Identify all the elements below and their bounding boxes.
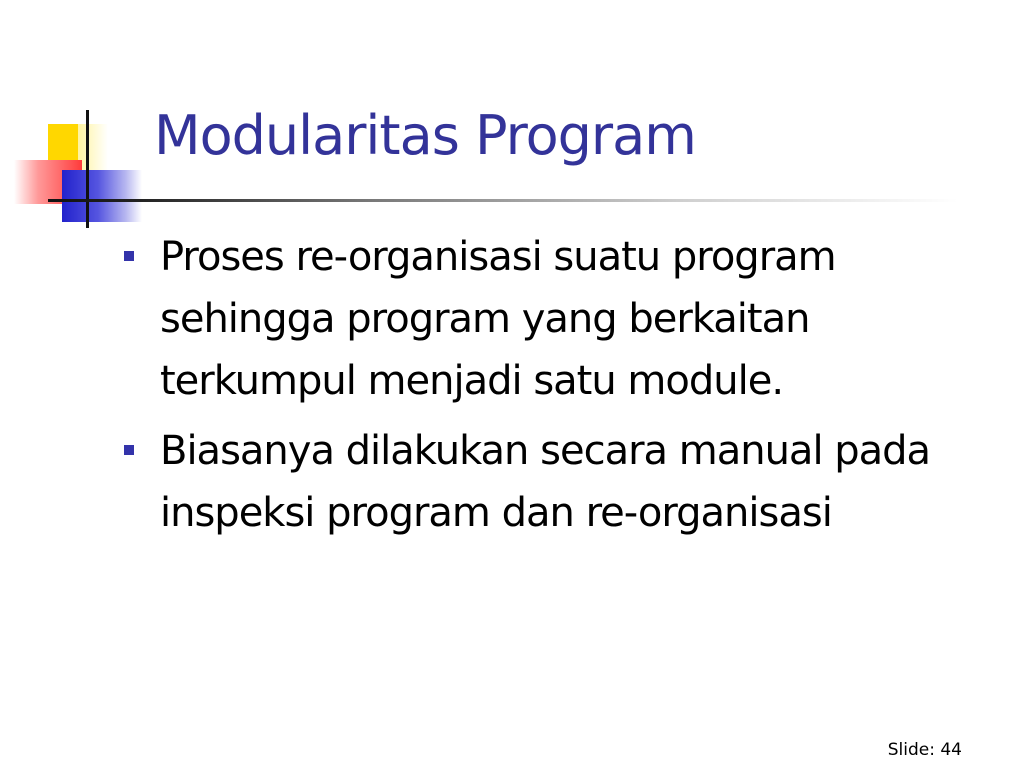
square-bullet-icon [124, 445, 134, 455]
square-bullet-icon [124, 251, 134, 261]
slide-title: Modularitas Program [154, 104, 696, 167]
vertical-rule [86, 110, 89, 228]
yellow-fade-decoration [78, 124, 108, 172]
bullet-item [124, 420, 984, 544]
bullet-item [124, 226, 984, 412]
bullet-text: Biasanya dilakukan secara manual pada inspeksi program dan re-organisasi [160, 428, 931, 536]
slide-number: Slide: 44 [887, 740, 962, 760]
title-underline-rule [48, 199, 958, 202]
bullet-list [124, 226, 984, 552]
blue-gradient-decoration [62, 170, 142, 222]
bullet-text: Proses re-organisasi suatu program sehingga program yang berkaitan terkumpul menjadi satu module. [160, 234, 836, 404]
